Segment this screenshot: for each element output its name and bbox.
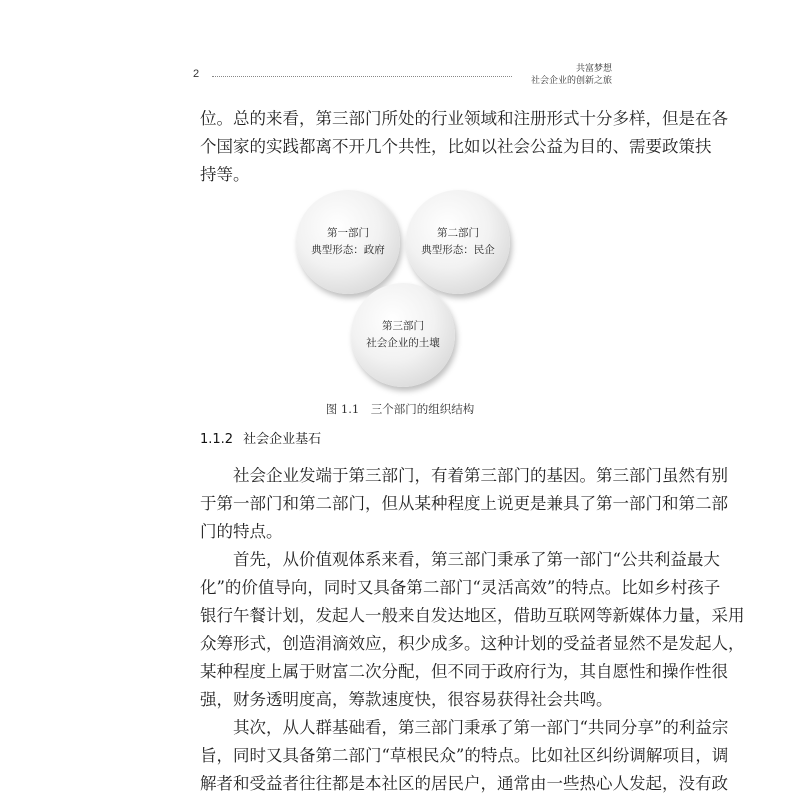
text-line: 其次，从人群基础看，第三部门秉承了第一部门“共同分享”的利益宗 — [200, 718, 729, 737]
text-line: 银行午餐计划，发起人一般来自发达地区，借助互联网等新媒体力量，采用 — [200, 606, 745, 625]
header-dotted-rule — [212, 76, 512, 77]
section-title: 社会企业基石 — [243, 432, 322, 447]
text-line: 众筹形式，创造涓滴效应，积少成多。这种计划的受益者显然不是发起人， — [200, 634, 745, 653]
book-title: 共富梦想 — [575, 64, 612, 74]
circle-second-sector — [406, 190, 510, 294]
text-line: 化”的价值导向，同时又具备第二部门“灵活高效”的特点。比如乡村孩子 — [200, 578, 721, 597]
book-subtitle: 社会企业的创新之旅 — [530, 76, 612, 86]
text-line: 解者和受益者往往都是本社区的居民户，通常由一些热心人发起，没有政 — [200, 774, 728, 793]
text-line: 社会企业发端于第三部门，有着第三部门的基因。第三部门虽然有别 — [200, 466, 728, 485]
circle-subtitle: 社会企业的土壤 — [366, 337, 440, 349]
text-line: 旨，同时又具备第二部门“草根民众”的特点。比如社区纠纷调解项目，调 — [200, 746, 729, 765]
section-number: 1.1.2 — [200, 432, 234, 447]
circle-title: 第二部门 — [437, 227, 479, 239]
circle-title: 第一部门 — [327, 227, 369, 239]
circle-title: 第三部门 — [382, 320, 424, 332]
text-line: 位。总的来看，第三部门所处的行业领域和注册形式十分多样，但是在各 — [200, 109, 728, 128]
running-header — [520, 63, 612, 87]
text-line: 个国家的实践都离不开几个共性，比如以社会公益为目的、需要政策扶 — [200, 137, 712, 156]
circle-subtitle: 典型形态：政府 — [311, 244, 385, 256]
text-line: 持等。 — [200, 165, 250, 184]
text-line: 首先，从价值观体系来看，第三部门秉承了第一部门“公共利益最大 — [200, 550, 720, 569]
text-line: 于第一部门和第二部门，但从某种程度上说更是兼具了第一部门和第二部 — [200, 494, 728, 513]
circle-subtitle: 典型形态：民企 — [421, 244, 495, 256]
text-line: 某种程度上属于财富二次分配，但不同于政府行为，其自愿性和操作性很 — [200, 662, 728, 681]
section-heading — [200, 428, 331, 447]
circle-first-sector — [296, 190, 400, 294]
figure-caption: 图 1.1 三个部门的组织结构 — [325, 402, 475, 416]
circle-third-sector — [351, 283, 455, 387]
page-number: 2 — [193, 68, 200, 80]
text-line: 强，财务透明度高，筹款速度快，很容易获得社会共鸣。 — [200, 690, 613, 709]
text-line: 门的特点。 — [200, 522, 283, 541]
